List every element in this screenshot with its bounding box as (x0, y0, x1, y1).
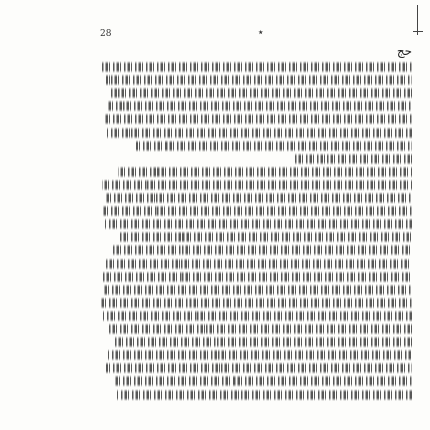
text-line (106, 323, 412, 335)
text-line (106, 127, 412, 139)
section-heading: حج (396, 44, 412, 58)
text-line (136, 140, 412, 152)
text-line (102, 271, 412, 283)
page-edge-mark (413, 5, 425, 45)
text-line (112, 336, 412, 348)
text-line (106, 74, 412, 86)
text-line (108, 100, 412, 112)
page-number: 28 (100, 29, 112, 39)
text-line (102, 205, 412, 217)
text-line (108, 349, 412, 361)
page-marker: ٭ (258, 27, 264, 38)
text-line (106, 362, 412, 374)
text-line (104, 113, 412, 125)
text-line (104, 284, 412, 296)
text-line (100, 297, 412, 309)
text-line (108, 87, 412, 99)
text-line (114, 375, 412, 387)
text-line (104, 218, 412, 230)
text-line (102, 61, 412, 73)
text-line (106, 258, 412, 270)
text-line (292, 153, 412, 165)
text-line (102, 310, 412, 322)
text-line (118, 166, 412, 178)
text-line (102, 179, 412, 191)
text-line (106, 192, 412, 204)
text-line (118, 231, 412, 243)
text-line (116, 389, 412, 401)
text-line (112, 244, 412, 256)
